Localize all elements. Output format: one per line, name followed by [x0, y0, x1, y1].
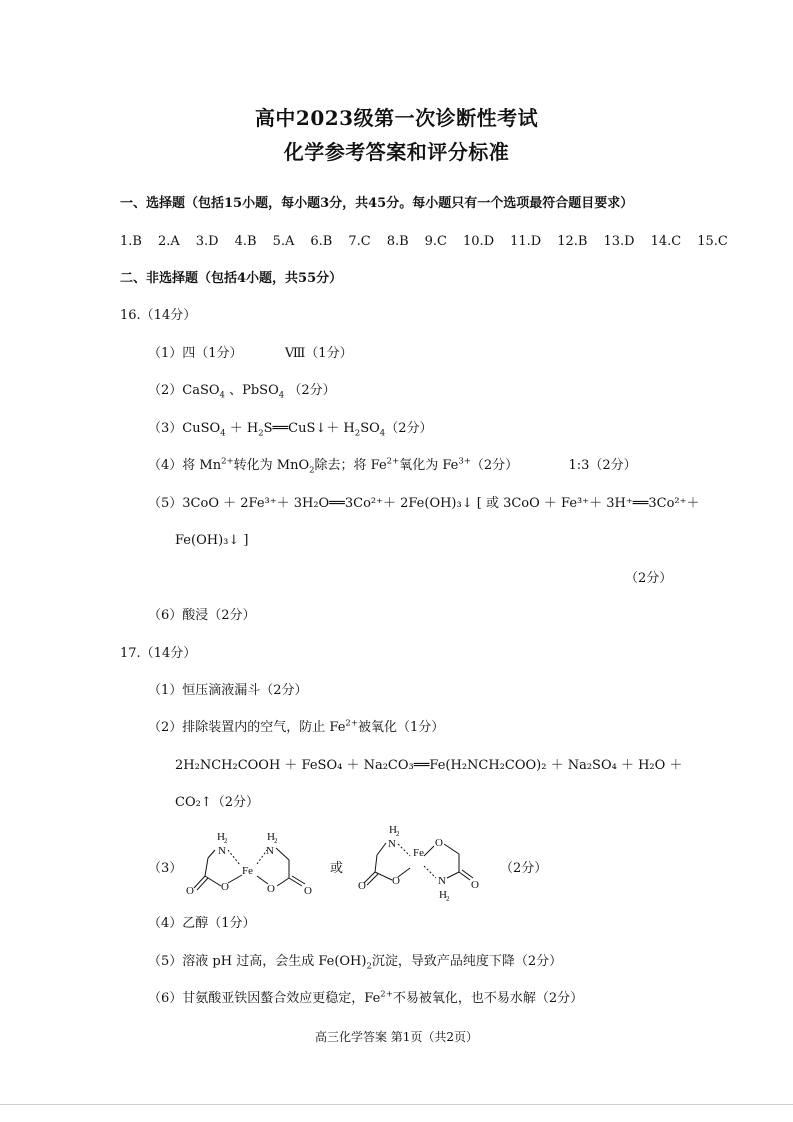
- structure-atom-label: H: [267, 831, 275, 843]
- subscript: 2: [354, 428, 361, 439]
- document-subtitle: 化学参考答案和评分标准: [283, 140, 510, 164]
- q16-part2-text: （2）CaSO: [148, 383, 220, 398]
- answer-item: 2.A: [157, 234, 180, 249]
- q16-part4-text: （4）将 Mn: [148, 458, 222, 473]
- q17-part3-score: （2分）: [500, 861, 548, 876]
- structure-atom-label: O: [358, 880, 366, 892]
- superscript: 2+: [345, 718, 358, 729]
- q17-part3-or: 或: [330, 861, 344, 876]
- subscript: 4: [220, 428, 226, 439]
- subscript: 2: [309, 465, 315, 476]
- superscript: 2+: [380, 989, 393, 1000]
- structure-atom-label: O: [435, 837, 443, 849]
- structure-atom-label: 2: [396, 830, 400, 838]
- answer-item: 9.C: [424, 234, 448, 249]
- q16-part1: [148, 345, 353, 363]
- subscript: 4: [219, 390, 225, 401]
- subscript: 2: [258, 428, 264, 439]
- q16-part3: [148, 420, 432, 438]
- q16-part5-line2: Fe(OH)₃↓ ]: [175, 533, 249, 548]
- q17-part2-text: 被氧化（1分）: [357, 720, 445, 735]
- q17-part3-label: （3）: [148, 861, 183, 876]
- structure-atom-label: O: [267, 883, 275, 895]
- answer-item: 7.C: [348, 234, 371, 249]
- subscript: 4: [278, 390, 285, 401]
- q16-part4-score: （2分）: [470, 458, 519, 473]
- answer-item: 12.B: [557, 234, 588, 249]
- answer-item: 4.B: [234, 234, 257, 249]
- q16-part1-answer-b: Ⅷ（1分）: [284, 346, 353, 361]
- answer-item: 11.D: [510, 234, 542, 249]
- q17-part2-text: （2）排除装置内的空气，防止 Fe: [148, 720, 346, 735]
- superscript: 2+: [386, 456, 400, 467]
- answer-item: 14.C: [650, 234, 682, 249]
- answer-item: 3.D: [195, 234, 219, 249]
- q16-part1-answer-a: （1）四（1分）: [148, 346, 243, 361]
- answer-item: 13.D: [603, 234, 635, 249]
- structure-atom-label: 2: [446, 895, 450, 903]
- answer-item: 5.A: [272, 234, 295, 249]
- structure-atom-label: O: [392, 875, 400, 887]
- page-footer: 高三化学答案 第1页（共2页）: [314, 1030, 479, 1044]
- superscript: 3+: [458, 456, 471, 467]
- glycinate-chelate-structure-2: [358, 820, 493, 904]
- q16-part4-ratio: 1:3（2分）: [568, 458, 637, 473]
- q17-part2: [148, 719, 444, 737]
- q17-part6-text: 不易被氧化，也不易水解（2分）: [392, 991, 584, 1006]
- structure-atom-label: H: [389, 824, 397, 836]
- q17-part2-equation-line1: 2H₂NCH₂COOH ＋ FeSO₄ ＋ Na₂CO₃══Fe(H₂NCH₂COO)₂ ＋ Na₂SO₄ ＋ H₂O ＋: [175, 758, 683, 773]
- structure-atom-label: N: [266, 845, 274, 857]
- structure-atom-label: N: [388, 838, 396, 850]
- q17-part5: [148, 953, 562, 971]
- q16-part4-text: 除去；将 Fe: [314, 458, 387, 473]
- multiple-choice-answers: [120, 233, 744, 251]
- q16-part3-text: ＋ H: [229, 421, 259, 436]
- structure-atom-label: N: [218, 845, 226, 857]
- q17-part5-text: 沉淀，导致产品纯度下降（2分）: [371, 954, 563, 969]
- glycinate-chelate-structure-1: [180, 828, 330, 902]
- q17-part5-text: （5）溶液 pH 过高，会生成 Fe(OH): [148, 954, 367, 969]
- answer-item: 10.D: [463, 234, 495, 249]
- structure-atom-label: 2: [274, 837, 278, 845]
- q16-part5-line1: （5）3CoO ＋ 2Fe³⁺＋ 3H₂O══3Co²⁺＋ 2Fe(OH)₃↓ [ 或 3CoO ＋ Fe³⁺＋ 3H⁺══3Co²⁺＋: [148, 496, 700, 511]
- structure-atom-label: O: [471, 879, 479, 891]
- section2-heading: 二、非选择题（包括4小题，共55分）: [120, 271, 343, 286]
- q17-part6-text: （6）甘氨酸亚铁因螯合效应更稳定，Fe: [148, 991, 381, 1006]
- structure-atom-label: H: [217, 831, 225, 843]
- q17-part1: （1）恒压滴液漏斗（2分）: [148, 683, 308, 698]
- structure-atom-label: O: [221, 881, 229, 893]
- q16-part2: [148, 382, 336, 400]
- structure-atom-label: O: [304, 885, 312, 897]
- section1-heading: 一、选择题（包括15小题，每小题3分，共45分。每小题只有一个选项最符合题目要求）: [120, 196, 634, 211]
- exam-title: 高中2023级第一次诊断性考试: [254, 106, 539, 130]
- q16-part5-score: （2分）: [625, 571, 673, 586]
- bottom-divider: [0, 1104, 793, 1105]
- question-17-label: 17.（14分）: [120, 646, 197, 661]
- answer-item: 15.C: [697, 234, 728, 249]
- structure-atom-label: O: [186, 885, 194, 897]
- structure-atom-label: Fe: [242, 865, 253, 877]
- q16-part3-text: （3）CuSO: [148, 421, 221, 436]
- structure-atom-label: N: [438, 875, 446, 887]
- q16-part4-text: 转化为 MnO: [233, 458, 310, 473]
- q16-part4: [148, 457, 637, 475]
- structure-atom-label: H: [439, 889, 447, 901]
- subscript: 2: [366, 961, 372, 972]
- answer-item: 8.B: [386, 234, 409, 249]
- answer-item: 6.B: [310, 234, 333, 249]
- q16-part3-text: S══CuS↓＋ H: [263, 421, 355, 436]
- q17-part6: [148, 990, 583, 1008]
- superscript: 2+: [221, 456, 234, 467]
- q16-part2-text: 、PbSO: [229, 383, 279, 398]
- q16-part2-score: （2分）: [288, 383, 336, 398]
- q16-part3-score: （2分）: [385, 421, 433, 436]
- question-16-label: 16.（14分）: [120, 308, 197, 323]
- subscript: 4: [379, 428, 386, 439]
- q16-part6: （6）酸浸（2分）: [148, 608, 256, 623]
- q16-part3-text: SO: [360, 421, 380, 436]
- structure-atom-label: 2: [224, 837, 228, 845]
- structure-atom-label: Fe: [413, 847, 424, 859]
- q17-part2-equation-line2: CO₂↑（2分）: [175, 795, 259, 810]
- q16-part4-text: 氧化为 Fe: [399, 458, 459, 473]
- answer-item: 1.B: [120, 234, 142, 249]
- q17-part4: （4）乙醇（1分）: [148, 916, 256, 931]
